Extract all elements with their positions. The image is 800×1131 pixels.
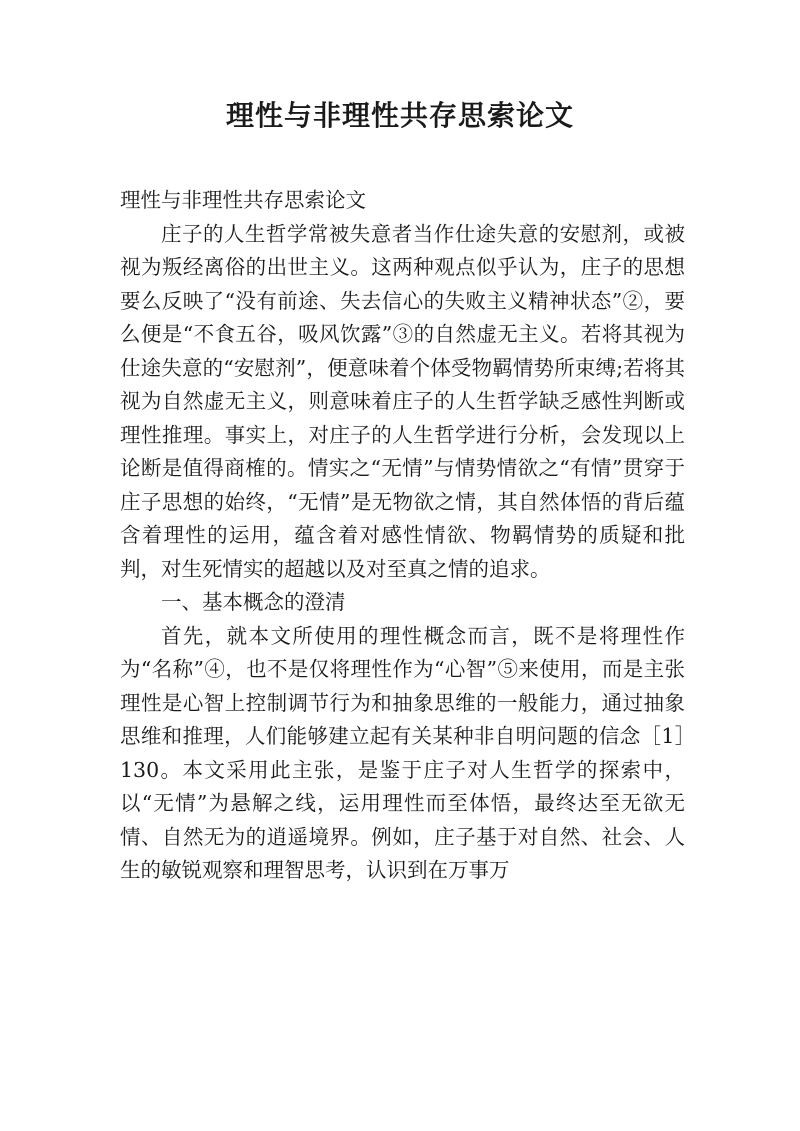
section-heading: 一、基本概念的澄清 — [161, 590, 346, 614]
document-title: 理性与非理性共存思索论文 — [225, 99, 574, 132]
body-paragraph-concepts: 首先，就本文所使用的理性概念而言，既不是将理性作为“名称”④，也不是仅将理性作为“心智”⑤来使用，而是主张理性是心智上控制调节行为和抽象思维的一般能力，通过抽象思维和推理，人们能够建立起有关某种非自明问题的信念［1］130。本文采用此主张，是鉴于庄子对人生哲学的探索中，以“无情”为悬解之线，运用理性而至体悟，最终达至无欲无情、自然无为的逍遥境界。例如，庄子基于对自然、社会、人生的敏锐观察和理智思考，认识到在万事万 — [120, 623, 685, 882]
document-body — [120, 184, 685, 888]
body-paragraph-intro: 庄子的人生哲学常被失意者当作仕途失意的安慰剂，或被视为叛经离俗的出世主义。这两种观点似乎认为，庄子的思想要么反映了“没有前途、失去信心的失败主义精神状态”②，要么便是“不食五谷，吸风饮露”③的自然虚无主义。若将其视为仕途失意的“安慰剂”，便意味着个体受物羁情势所束缚;若将其视为自然虚无主义，则意味着庄子的人生哲学缺乏感性判断或理性推理。事实上，对庄子的人生哲学进行分析，会发现以上论断是值得商榷的。情实之“无情”与情势情欲之“有情”贯穿于庄子思想的始终，“无情”是无物欲之情，其自然体悟的背后蕴含着理性的运用，蕴含着对感性情欲、物羁情势的质疑和批判，对生死情实的超越以及对至真之情的追求。 — [120, 221, 685, 581]
body-heading-line: 理性与非理性共存思索论文 — [120, 188, 366, 212]
